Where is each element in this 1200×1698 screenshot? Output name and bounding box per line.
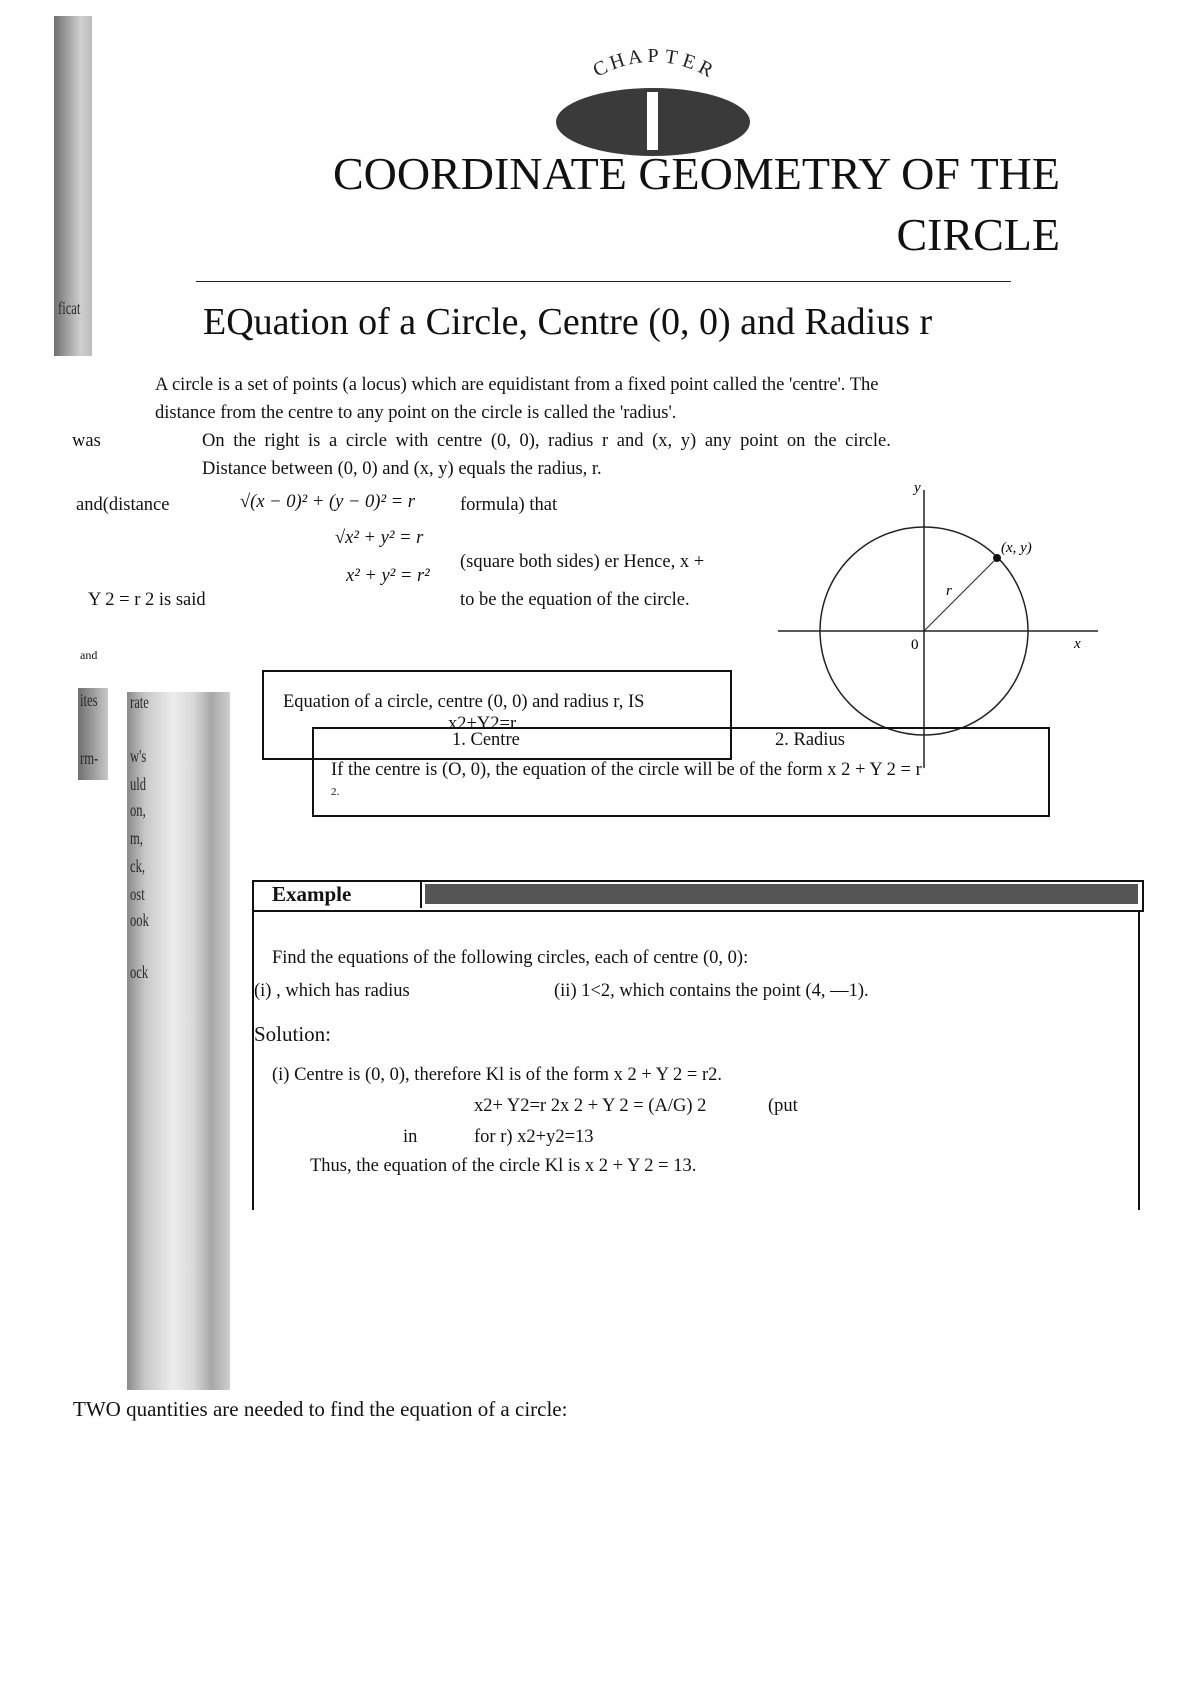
solution-put: (put <box>768 1096 798 1116</box>
intro-line1: A circle is a set of points (a locus) which are equidistant from a fixed point called the 'centre'. The <box>155 375 879 395</box>
quantity-radius: 2. Radius <box>775 730 845 750</box>
example-frame-right <box>1138 910 1140 1210</box>
chapter-letter: H <box>606 49 628 75</box>
solution-line1: (i) Centre is (0, 0), therefore Kl is of the form x 2 + Y 2 = r2. <box>272 1065 723 1085</box>
strip-fragment: on, <box>130 800 146 820</box>
to-be-equation: to be the equation of the circle. <box>460 590 690 610</box>
chapter-letter: P <box>647 45 659 67</box>
solution-line3: for r) x2+y2=13 <box>474 1127 594 1147</box>
example-part1: (i) , which has radius <box>254 981 410 1001</box>
scan-strip-tall <box>127 692 230 1390</box>
radius-line <box>924 558 997 631</box>
intro-line4: Distance between (0, 0) and (x, y) equals the radius, r. <box>202 459 602 479</box>
x-axis-label: x <box>1074 636 1081 652</box>
margin-was: was <box>72 431 101 451</box>
solution-label: Solution: <box>254 1022 332 1046</box>
chapter-badge <box>548 40 758 160</box>
margin-and: and <box>80 648 98 662</box>
strip-fragment: uld <box>130 774 147 794</box>
example-part2: (ii) 1<2, which contains the point (4, —1). <box>554 981 869 1001</box>
solution-line4: Thus, the equation of the circle Kl is x 2 + Y 2 = 13. <box>310 1156 697 1176</box>
circle-diagram <box>778 478 1108 768</box>
title-rule <box>196 281 1011 282</box>
intro-line3: On the right is a circle with centre (0, 0), radius r and (x, y) any point on the circle. <box>202 431 891 451</box>
equation-3: x² + y² = r² <box>346 566 430 586</box>
strip-fragment: rate <box>130 692 149 712</box>
chapter-title-line1: COORDINATE GEOMETRY OF THE <box>332 148 1060 199</box>
chapter-letter: A <box>626 45 644 70</box>
chapter-number-glyph <box>647 92 658 150</box>
strip-text: ficat <box>58 298 81 318</box>
chapter-title-line2: CIRCLE <box>896 209 1060 260</box>
solution-line2: x2+ Y2=r 2x 2 + Y 2 = (A/G) 2 <box>474 1096 707 1116</box>
form-tail: 2. <box>331 786 340 798</box>
form-line: If the centre is (O, 0), the equation of the circle will be of the form x 2 + Y 2 = r <box>331 760 922 780</box>
margin-y-said: Y 2 = r 2 is said <box>88 590 206 610</box>
equation-box-text: Equation of a circle, centre (0, 0) and radius r, IS <box>283 692 645 712</box>
strip-fragment: ock <box>130 962 149 982</box>
footer-text: TWO quantities are needed to find the equation of a circle: <box>73 1397 568 1421</box>
formula-that: formula) that <box>460 495 558 515</box>
strip-fragment: m, <box>130 828 143 848</box>
equation-box-overlap: x2+Y2=r <box>448 714 517 734</box>
strip-fragment: w's <box>130 746 147 766</box>
chapter-letter: R <box>694 56 717 82</box>
strip-text: rm- <box>80 748 99 768</box>
example-frame-left <box>252 910 254 1210</box>
point-label: (x, y) <box>1001 540 1032 556</box>
y-axis-label: y <box>914 480 921 496</box>
strip-fragment: ck, <box>130 856 146 876</box>
example-label: Example <box>272 882 352 906</box>
chapter-letter: E <box>679 49 699 75</box>
point-dot <box>993 554 1001 562</box>
equation-2: √x² + y² = r <box>335 528 424 548</box>
quantity-centre: 1. Centre <box>452 730 520 750</box>
strip-text: ites <box>80 690 98 710</box>
square-both: (square both sides) er Hence, x + <box>460 552 705 572</box>
intro-line2: distance from the centre to any point on the circle is called the 'radius'. <box>155 403 677 423</box>
margin-and-distance: and(distance <box>76 495 170 515</box>
chapter-letter: C <box>589 56 612 82</box>
example-header-bar <box>425 884 1138 904</box>
strip-fragment: ost <box>130 884 145 904</box>
section-heading: EQuation of a Circle, Centre (0, 0) and Radius r <box>203 301 933 343</box>
solution-in: in <box>403 1127 418 1147</box>
equation-1: √(x − 0)² + (y − 0)² = r <box>240 492 415 512</box>
strip-fragment: ook <box>130 910 149 930</box>
radius-label: r <box>946 583 952 599</box>
chapter-letter: T <box>663 45 680 70</box>
origin-label: 0 <box>911 637 919 653</box>
example-prompt: Find the equations of the following circles, each of centre (0, 0): <box>272 948 749 968</box>
